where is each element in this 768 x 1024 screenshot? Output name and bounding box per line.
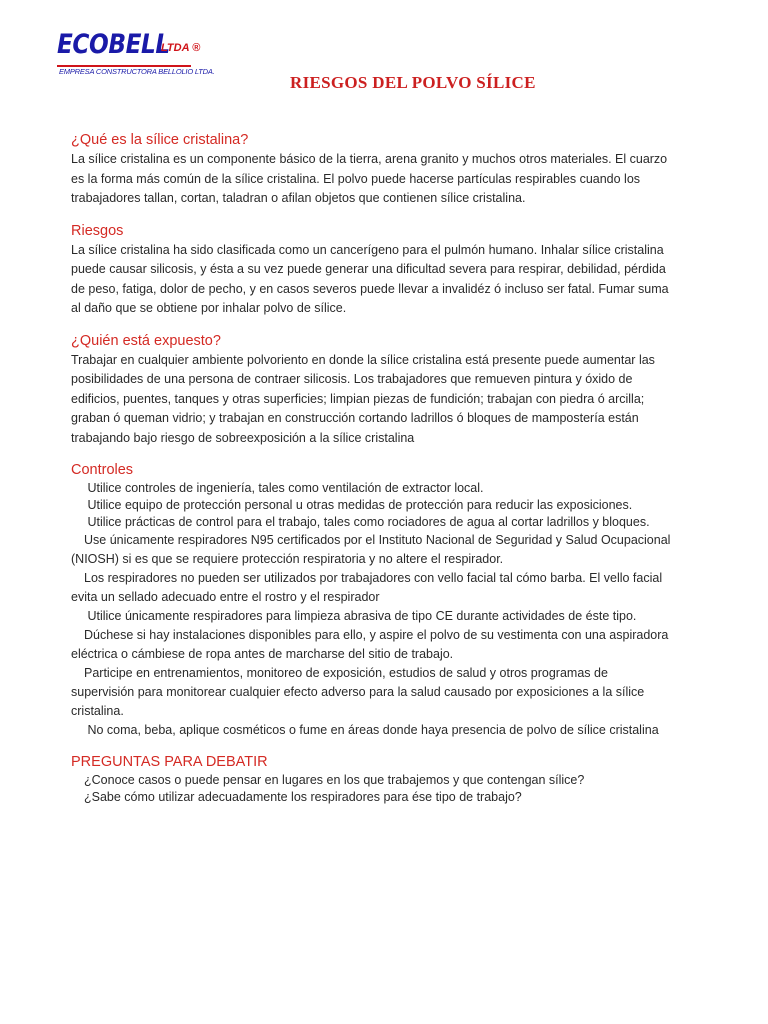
company-logo: [57, 29, 215, 76]
section-heading: PREGUNTAS PARA DEBATIR: [71, 754, 268, 770]
section-text: La sílice cristalina ha sido clasificada como un cancerígeno para el pulmón humano. Inhalar sílice cristalina puede causar silicosis, y ésta a su vez puede generar una dificultad severa para respirar, debilidad, pérdida de peso, fatiga, dolor de pecho, y en casos severos puede llevar a invalidéz ó incluso ser fatal. Fumar suma al daño que se obtiene por inhalar polvo de sílice.: [71, 242, 669, 315]
list-item: Utilice únicamente respiradores para limpieza abrasiva de tipo CE durante actividades de éste tipo.: [84, 609, 637, 623]
logo-wordmark: ECOBELL: [57, 29, 170, 60]
section-questions: [71, 752, 671, 806]
section-text: Trabajar en cualquier ambiente polvoriento en donde la sílice cristalina está presente puede aumentar las posibilidades de una persona de contraer silicosis. Los trabajadores que remueven pintura y óxido de edificios, puentes, tanques y otras superficies; limpian piezas de fundición; trabajan con piedra ó arcilla; graban ó queman vidrio; y trabajan en construcción cortando ladrillos ó bloques de mampostería están trabajando bajo riesgo de sobreexposición a la sílice cristalina: [71, 352, 655, 445]
section-heading: ¿Quién está expuesto?: [71, 332, 221, 349]
list-item: Participe en entrenamientos, monitoreo de exposición, estudios de salud y otros programas de supervisión para monitorear cualquier efecto adverso para la salud causado por exposiciones a la sílice cristalina.: [71, 666, 645, 718]
section-heading: Riesgos: [71, 222, 124, 239]
list-item: Los respiradores no pueden ser utilizados por trabajadores con vello facial tal cómo barba. El vello facial evita un sellado adecuado entre el rostro y el respirador: [71, 571, 663, 604]
section-risks: [71, 221, 671, 319]
section-controls: [71, 460, 671, 740]
document-title: RIESGOS DEL POLVO SÍLICE: [290, 73, 536, 92]
logo-suffix: LTDA ®: [161, 42, 201, 54]
questions-list: [71, 772, 671, 806]
section-what-is: [71, 130, 671, 209]
controls-list: [71, 480, 671, 740]
section-text: La sílice cristalina es un componente básico de la tierra, arena granito y muchos otros materiales. El cuarzo es la forma más común de la sílice cristalina. El polvo puede hacerse partículas respirables cuando los trabajadores tallan, cortan, taladran o afilan objetos que contienen sílice cristalina.: [71, 152, 668, 205]
list-item: Use únicamente respiradores N95 certificados por el Instituto Nacional de Seguridad y Salud Ocupacional (NIOSH) si es que se requiere protección respiratoria y no altere el respirador.: [71, 533, 671, 566]
logo-subtitle: EMPRESA CONSTRUCTORA BELLOLIO LTDA.: [59, 67, 215, 76]
list-item: ¿Sabe cómo utilizar adecuadamente los respiradores para ése tipo de trabajo?: [84, 790, 522, 804]
section-heading: Controles: [71, 462, 134, 478]
document-body: [71, 130, 671, 818]
list-item: Utilice equipo de protección personal u otras medidas de protección para reducir las exposiciones.: [84, 498, 633, 512]
section-who-exposed: [71, 331, 671, 449]
list-item: Utilice controles de ingeniería, tales como ventilación de extractor local.: [84, 481, 484, 495]
list-item: No coma, beba, aplique cosméticos o fume en áreas donde haya presencia de polvo de sílice cristalina: [84, 723, 659, 737]
section-heading: ¿Qué es la sílice cristalina?: [71, 132, 249, 148]
list-item: ¿Conoce casos o puede pensar en lugares en los que trabajemos y que contengan sílice?: [84, 773, 585, 787]
list-item: Utilice prácticas de control para el trabajo, tales como rociadores de agua al cortar ladrillos y bloques.: [84, 515, 650, 529]
list-item: Dúchese si hay instalaciones disponibles para ello, y aspire el polvo de su vestimenta con una aspiradora eléctrica o cámbiese de ropa antes de marcharse del sitio de trabajo.: [71, 628, 669, 661]
